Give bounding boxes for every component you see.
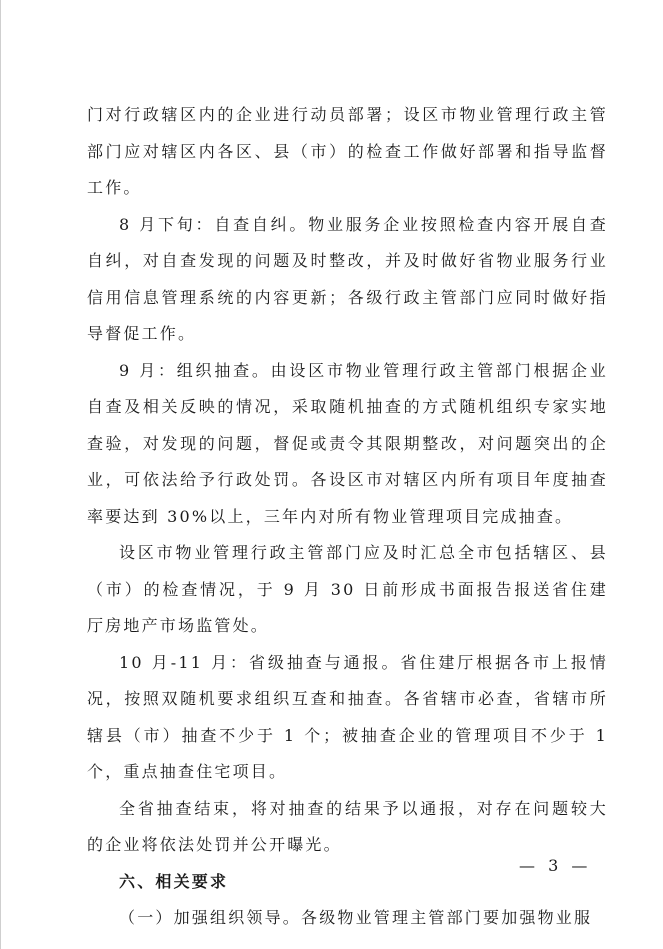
page-number: — 3 —	[519, 856, 592, 875]
body-text	[87, 97, 608, 937]
paragraph-city-report: 设区市物业管理行政主管部门应及时汇总全市包括辖区、县（市）的检查情况，于 9 月 30 日前形成书面报告报送省住建厅房地产市场监管处。	[87, 543, 608, 635]
paragraph-organization: （一）加强组织领导。各级物业管理主管部门要加强物业服	[119, 908, 593, 927]
section-heading-requirements: 六、相关要求	[119, 871, 229, 891]
paragraph-october-november: 10 月-11 月：省级抽查与通报。省住建厅根据各市上报情况，按照双随机要求组织互查和抽查。各省辖市必查，省辖市所辖县（市）抽查不少于 1 个；被抽查企业的管理项目不少于 1 个，重点抽查住宅项目。	[87, 652, 608, 781]
paragraph-september: 9 月：组织抽查。由设区市物业管理行政主管部门根据企业自查及相关反映的情况，采取随机抽查的方式随机组织专家实地查验，对发现的问题，督促或责令其限期整改，对问题突出的企业，可依法给予行政处罚。各设区市对辖区内所有项目年度抽查率要达到 30%以上，三年内对所有物业管理项目完成抽查。	[87, 360, 608, 526]
paragraph-late-august: 8 月下旬：自查自纠。物业服务企业按照检查内容开展自查自纠，对自查发现的问题及时整改，并及时做好省物业服务行业信用信息管理系统的内容更新；各级行政主管部门应同时做好指导督促工作。	[87, 214, 608, 343]
paragraph-continuation: 门对行政辖区内的企业进行动员部署；设区市物业管理行政主管部门应对辖区内各区、县（市）的检查工作做好部署和指导监督工作。	[87, 105, 608, 197]
paragraph-provincial-notice: 全省抽查结束，将对抽查的结果予以通报，对存在问题较大的企业将依法处罚并公开曝光。	[87, 798, 608, 854]
